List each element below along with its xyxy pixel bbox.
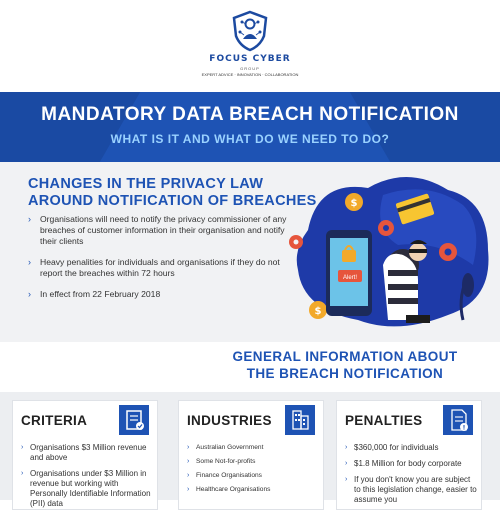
phone-icon xyxy=(326,230,372,316)
bullet-text: Heavy penalities for individuals and organisations if they do not report the breaches within 72 hours xyxy=(40,257,280,278)
list-item xyxy=(187,457,319,466)
brand-group: GROUP xyxy=(240,66,260,71)
list-item xyxy=(187,443,319,452)
list-item xyxy=(21,443,153,463)
svg-text:$: $ xyxy=(314,306,322,317)
list-item-text: If you don't know you are subject to this legislation change, easier to assume you xyxy=(354,475,477,504)
checklist-icon xyxy=(119,405,149,435)
list-item-text: Finance Organisations xyxy=(196,472,262,479)
bullet-text: Organisations will need to notify the privacy commissioner of any breaches of customer information in their organisation and notify their clients xyxy=(40,214,287,246)
page-subtitle: WHAT IS IT AND WHAT DO WE NEED TO DO? xyxy=(110,132,390,146)
breach-illustration xyxy=(288,170,493,330)
arrow-right-icon: › xyxy=(187,486,190,493)
list-item xyxy=(187,485,319,494)
dollar-coin-icon xyxy=(345,193,363,211)
list-item-text: Organisations under $3 Million in revenue but working with Personally Identifiable Information (PII) data xyxy=(30,469,151,508)
arrow-right-icon: › xyxy=(28,214,31,224)
brand-tagline: EXPERT ADVICE · INNOVATION · COLLABORATION xyxy=(201,72,299,77)
gear-icon xyxy=(289,235,303,249)
industries-list xyxy=(187,443,319,499)
brand-name: FOCUS CYBER xyxy=(209,54,291,64)
shield-lock-logo-icon xyxy=(230,10,270,52)
document-warning-icon xyxy=(443,405,473,435)
arrow-right-icon: › xyxy=(345,476,348,483)
general-title-line1: GENERAL INFORMATION ABOUT xyxy=(232,349,458,364)
criteria-list xyxy=(21,443,153,515)
list-item xyxy=(345,443,477,453)
list-item xyxy=(21,469,153,509)
arrow-right-icon: › xyxy=(28,289,31,299)
list-item-text: Australian Government xyxy=(196,444,264,451)
general-info-title xyxy=(200,348,490,382)
bullet-text: In effect from 22 February 2018 xyxy=(40,289,161,299)
arrow-right-icon: › xyxy=(28,257,31,267)
header xyxy=(0,0,500,90)
penalties-list xyxy=(345,443,477,511)
page-title: MANDATORY DATA BREACH NOTIFICATION xyxy=(41,104,459,125)
gear-icon xyxy=(439,243,457,261)
criteria-card xyxy=(12,400,158,510)
arrow-right-icon: › xyxy=(187,472,190,479)
alert-label: Alert! xyxy=(342,275,358,281)
list-item-text: Organisations $3 Million revenue and above xyxy=(30,443,147,462)
list-item-text: $1.8 Million for body corporate xyxy=(354,459,462,468)
svg-text:!: ! xyxy=(462,424,466,432)
industries-card xyxy=(178,400,324,510)
arrow-right-icon: › xyxy=(345,444,348,451)
list-item-text: Healthcare Organisations xyxy=(196,486,271,493)
penalties-card xyxy=(336,400,482,510)
gear-icon xyxy=(378,220,394,236)
criteria-title: CRITERIA xyxy=(21,413,88,428)
penalties-title: PENALTIES xyxy=(345,413,423,428)
changes-bullet xyxy=(28,214,288,247)
svg-text:$: $ xyxy=(350,198,358,209)
changes-bullet xyxy=(28,289,288,300)
building-icon xyxy=(285,405,315,435)
title-banner xyxy=(0,92,500,162)
list-item xyxy=(345,459,477,469)
list-item xyxy=(187,471,319,480)
dollar-coin-icon xyxy=(309,301,327,319)
general-title-line2: THE BREACH NOTIFICATION xyxy=(246,366,444,381)
changes-bullet xyxy=(28,257,288,279)
changes-title-line1: CHANGES IN THE PRIVACY LAW xyxy=(28,176,264,192)
list-item-text: $360,000 for individuals xyxy=(354,443,439,452)
arrow-right-icon: › xyxy=(345,460,348,467)
changes-title-line2: AROUND NOTIFICATION OF BREACHES xyxy=(28,193,317,209)
arrow-right-icon: › xyxy=(21,444,24,451)
banner-decoration-left xyxy=(0,92,140,162)
list-item-text: Some Not-for-profits xyxy=(196,458,256,465)
arrow-right-icon: › xyxy=(187,458,190,465)
changes-bullet-list xyxy=(28,214,288,310)
list-item xyxy=(345,475,477,505)
industries-title: INDUSTRIES xyxy=(187,413,272,428)
arrow-right-icon: › xyxy=(21,470,24,477)
banner-decoration-right xyxy=(350,92,500,162)
arrow-right-icon: › xyxy=(187,444,190,451)
